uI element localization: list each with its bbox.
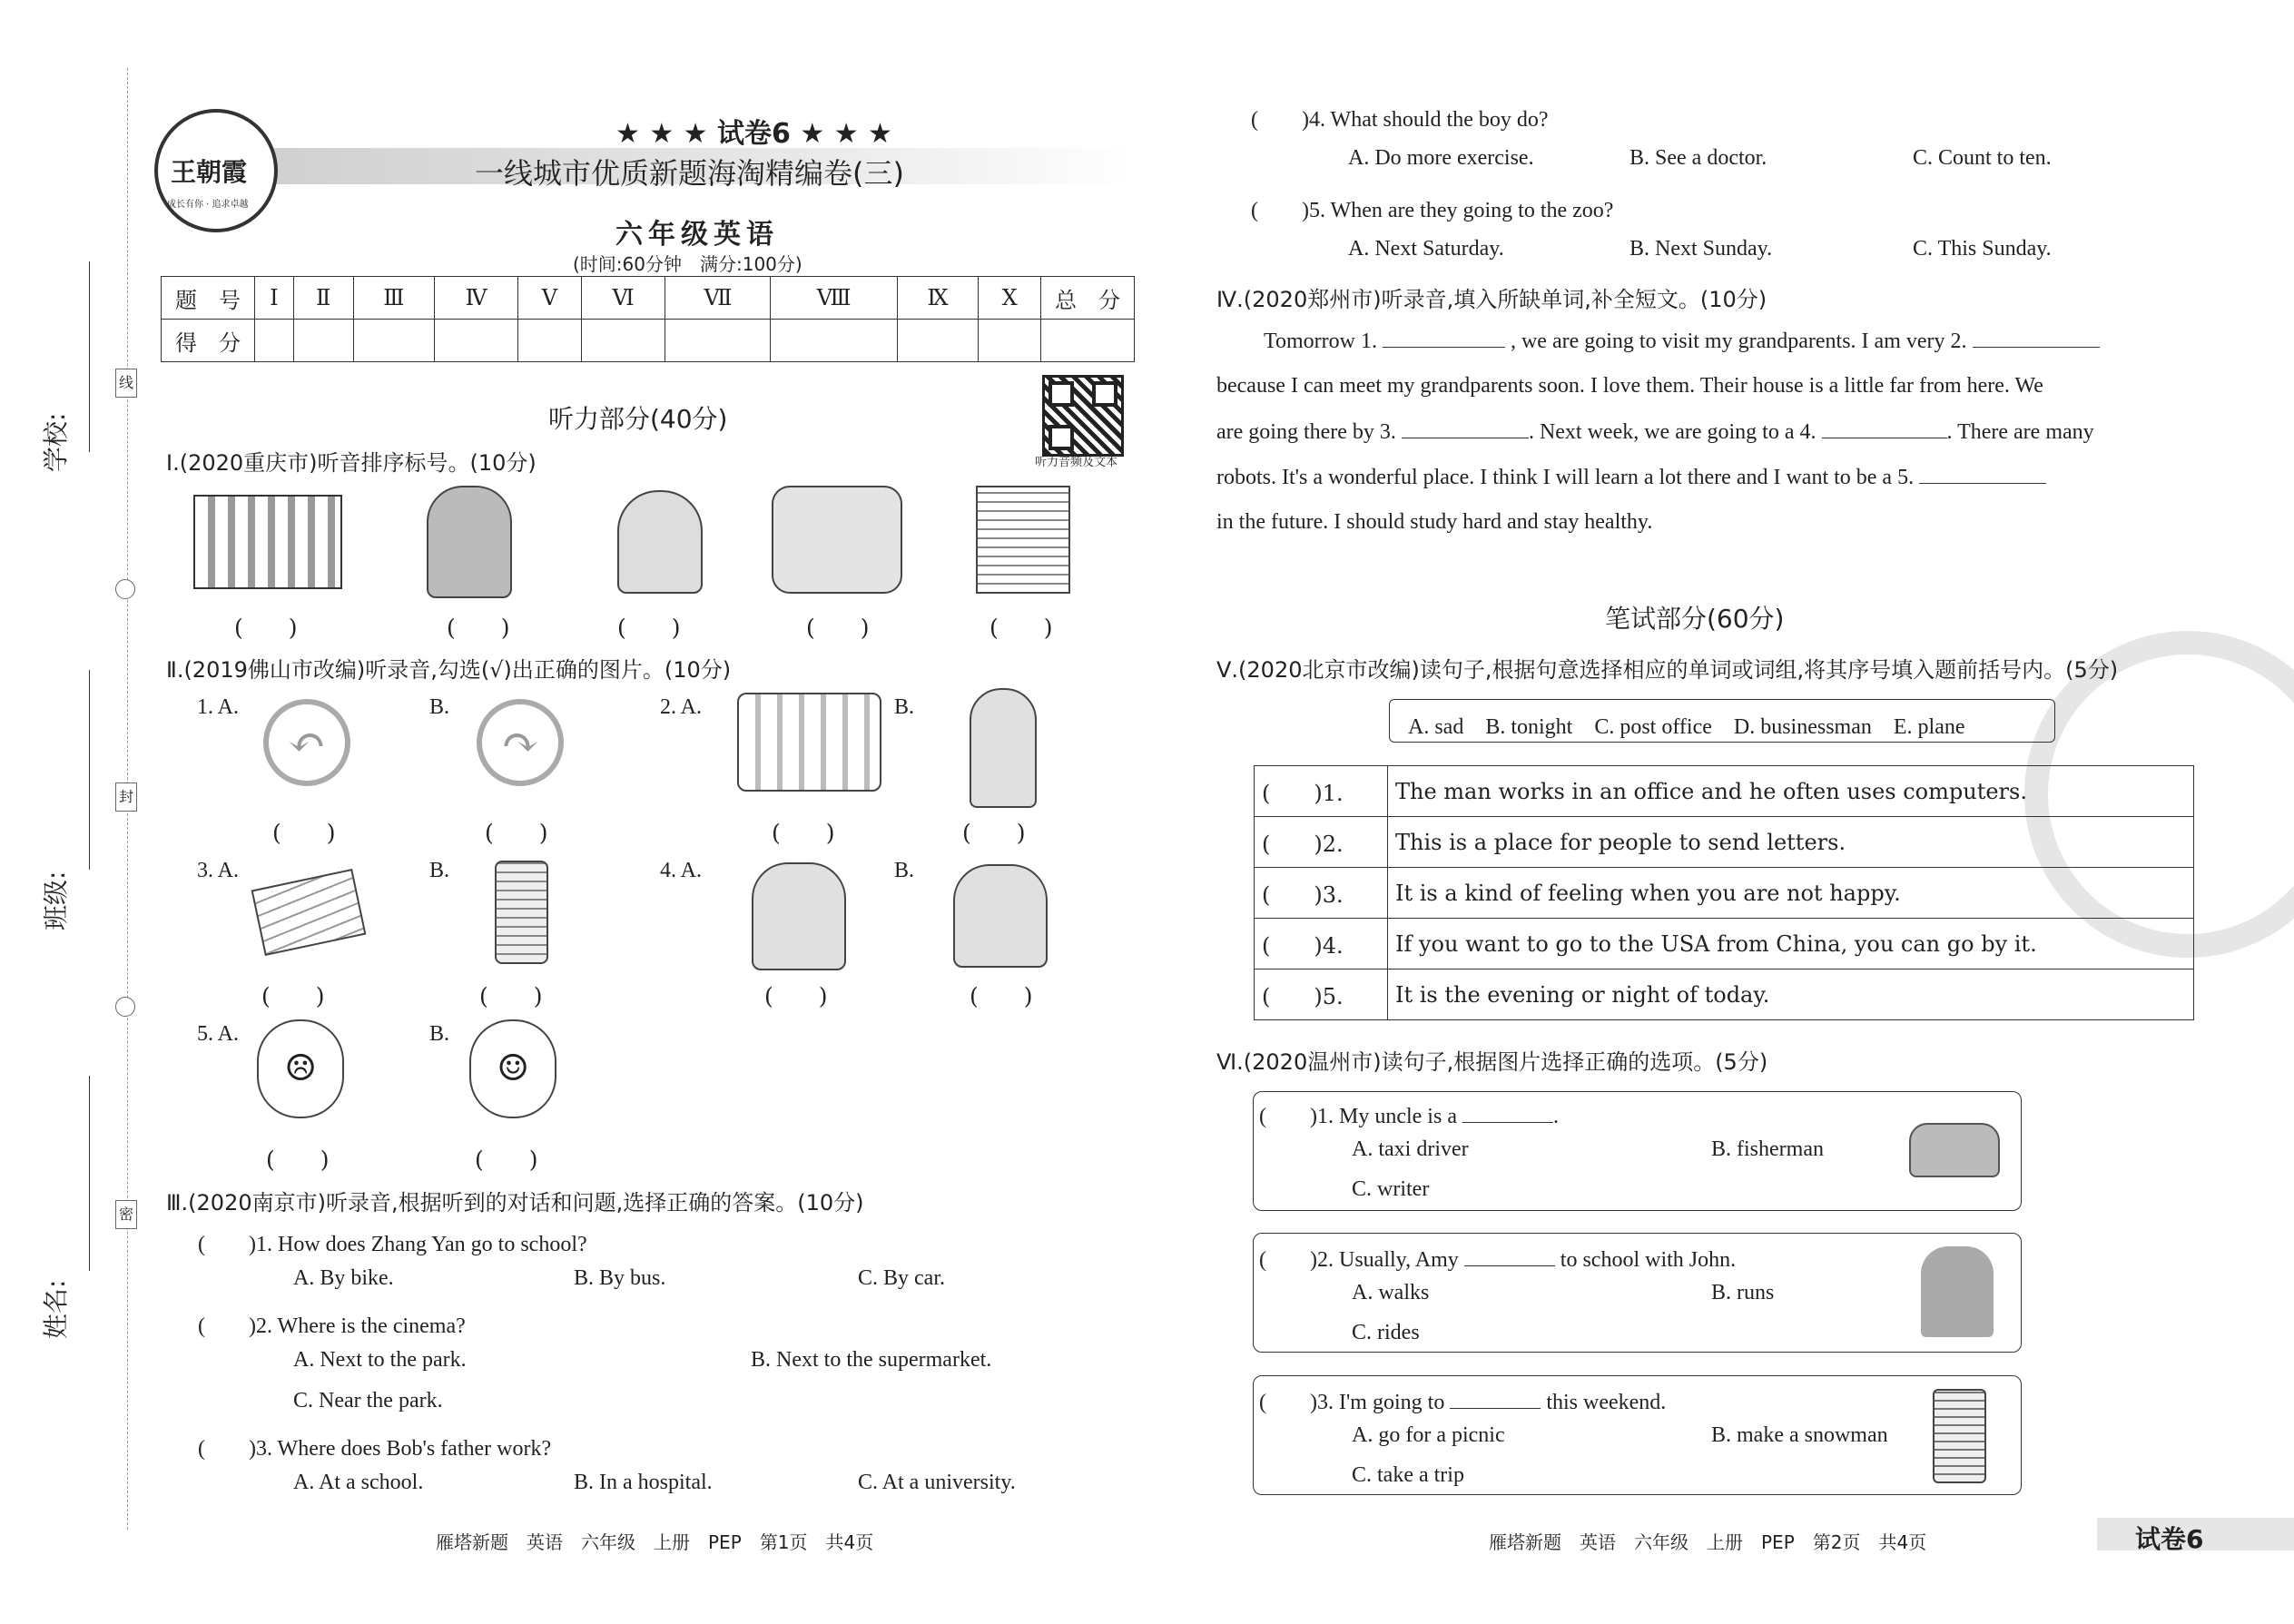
suitcase-picture [1933,1389,1986,1483]
answer-paren[interactable]: ( [1259,1391,1310,1414]
passage-line: are going there by 3. . Next week, we are going to a 4. . There are many [1216,420,2094,444]
blank[interactable] [1464,1247,1555,1266]
score-total: 总 分 [1041,277,1135,320]
binding-hole-2 [115,997,135,1017]
turn-right-icon: ↷ [477,699,564,786]
answer-paren[interactable]: ( [1259,1248,1310,1272]
score-col: Ⅱ [293,277,353,320]
section-3-title: Ⅲ.(2020南京市)听录音,根据听到的对话和问题,选择正确的答案。(10分) [166,1190,864,1216]
answer-paren[interactable]: ( ) [806,615,870,641]
score-col: Ⅴ [518,277,582,320]
tickets-picture [251,869,367,956]
footer-tag: 试卷6 [2135,1524,2204,1554]
building-picture [193,495,342,589]
section-5-title: Ⅴ.(2020北京市改编)读句子,根据句意选择相应的单词或词组,将其序号填入题前括号内。(5分) [1216,657,2119,683]
qr-code[interactable] [1042,375,1124,457]
section-4-title: Ⅳ.(2020郑州市)听录音,填入所缺单词,补全短文。(10分) [1216,287,1767,312]
binding-seal-bot: 密 [115,1200,137,1229]
score-col: Ⅰ [255,277,294,320]
option-label: 4. A. [660,859,703,882]
answer-paren[interactable]: ( )5. [1255,969,1388,1020]
option-c: C. Count to ten. [1913,146,2052,170]
section-1-title: Ⅰ.(2020重庆市)听音排序标号。(10分) [166,450,537,476]
option-a: A. At a school. [293,1471,424,1494]
answer-paren[interactable]: ( ) [234,615,298,641]
option-a: A. Next to the park. [293,1348,467,1372]
score-cell[interactable] [771,320,897,362]
student-picture [617,490,703,594]
answer-paren[interactable]: ( ) [485,820,548,846]
word-bank: A. sad B. tonight C. post office D. businessman E. plane [1389,699,2055,743]
blank[interactable] [1450,1390,1541,1409]
walking-girl-picture [970,688,1037,808]
option-b: B. By bus. [574,1266,666,1290]
walking-kids-picture [1921,1246,1994,1337]
footer-right: 雁塔新题 英语 六年级 上册 PEP 第2页 共4页 [1489,1531,1927,1553]
question: ( )3. Where does Bob's father work? [198,1437,552,1461]
question-box-1 [1253,1091,2022,1211]
option-label: B. [894,859,915,882]
score-cell[interactable] [518,320,582,362]
blank-3[interactable] [1402,419,1529,438]
score-col: Ⅸ [897,277,978,320]
answer-paren[interactable]: ( ) [764,983,828,1009]
option-a: A. Next Saturday. [1348,237,1504,261]
score-cell[interactable] [255,320,294,362]
option-b: B. Next to the supermarket. [751,1348,992,1372]
answer-paren[interactable]: ( ) [261,983,325,1009]
score-cell[interactable] [293,320,353,362]
option-c: C. Near the park. [293,1389,443,1412]
answer-paren[interactable]: ( ) [962,820,1026,846]
school-line [89,261,90,452]
blank-5[interactable] [1919,465,2046,484]
option-label: B. [429,1022,450,1046]
option-b: B. In a hospital. [574,1471,713,1494]
section-2-title: Ⅱ.(2019佛山市改编)听录音,勾选(√)出正确的图片。(10分) [166,657,732,683]
question: ( )4. What should the boy do? [1251,108,1549,132]
bus-picture [737,693,881,792]
taxi-picture [1909,1123,2000,1177]
taichi-picture [752,862,846,970]
name-line [89,1076,90,1271]
paper-title: 一线城市优质新题海淘精编卷(三) [475,156,904,191]
score-col: Ⅶ [665,277,771,320]
answer-paren[interactable]: ( )1. [1255,766,1388,817]
answer-paren[interactable]: ( [198,1314,249,1338]
paper-label: ★ ★ ★ 试卷6 ★ ★ ★ [615,118,892,150]
class-label: 班级: [41,871,71,930]
option-b: B. See a doctor. [1629,146,1767,170]
answer-paren[interactable]: ( )4. [1255,919,1388,969]
option-c: C. By car. [858,1266,945,1290]
option-b: B. Next Sunday. [1629,237,1773,261]
question: ( )2. Usually, Amy to school with John. [1259,1248,1737,1272]
option-a: A. Do more exercise. [1348,146,1534,170]
answer-paren[interactable]: ( ) [479,983,543,1009]
option-c: C. take a trip [1352,1463,1464,1487]
passage-line: Tomorrow 1. , we are going to visit my grandparents. I am very 2. [1264,329,2100,354]
answer-paren[interactable]: ( [1259,1105,1310,1128]
binding-seal-mid: 封 [115,782,137,812]
answer-paren[interactable]: ( ) [989,615,1053,641]
police-picture [427,486,512,598]
binding-hole-1 [115,579,135,599]
score-col: Ⅹ [979,277,1041,320]
score-cell[interactable] [1041,320,1135,362]
blank-1[interactable] [1383,329,1505,348]
score-cell[interactable] [897,320,978,362]
footer-left: 雁塔新题 英语 六年级 上册 PEP 第1页 共4页 [436,1531,874,1553]
answer-paren[interactable]: ( )3. [1255,868,1388,919]
question-box-2 [1253,1233,2022,1353]
matching-table [1254,765,2194,1020]
answer-paren[interactable]: ( ) [617,615,681,641]
option-c: C. rides [1352,1321,1420,1344]
turn-left-icon: ↶ [263,699,350,786]
option-c: C. This Sunday. [1913,237,2052,261]
option-b: B. make a snowman [1711,1423,1888,1447]
answer-paren[interactable]: ( [1251,108,1302,132]
option-label: B. [894,695,915,719]
score-cell[interactable] [979,320,1041,362]
option-a: A. By bike. [293,1266,394,1290]
score-col: Ⅲ [353,277,434,320]
question: ( )5. When are they going to the zoo? [1251,199,1614,222]
answer-paren[interactable]: ( )2. [1255,817,1388,868]
reading-girl-picture [953,864,1048,968]
binding-seal-top: 线 [115,369,137,398]
writing-title: 笔试部分(60分) [1605,604,1785,634]
class-line [89,670,90,870]
answer-paren[interactable]: ( [198,1437,249,1461]
question-box-3 [1253,1375,2022,1495]
suitcase-picture [495,861,548,964]
sad-face-picture: ☹ [257,1019,344,1118]
option-label: 3. A. [197,859,240,882]
passage-line: robots. It's a wonderful place. I think I will learn a lot there and I want to be a 5. [1216,465,2046,490]
answer-paren[interactable]: ( ) [475,1147,538,1173]
brand-logo: 王朝霞 成长有你 · 追求卓越 [154,109,278,232]
option-b: B. fisherman [1711,1137,1824,1161]
qr-caption: 听力音频及文本 [1035,456,1118,469]
question: ( )3. I'm going to this weekend. [1259,1391,1667,1414]
answer-paren[interactable]: ( ) [772,820,835,846]
happy-face-picture: ☺ [469,1019,556,1118]
option-label: B. [429,695,450,719]
score-col: Ⅵ [581,277,665,320]
question: ( )1. How does Zhang Yan go to school? [198,1233,587,1256]
question: ( )1. My uncle is a . [1259,1105,1559,1128]
answer-paren[interactable]: ( [198,1233,249,1256]
option-a: A. go for a picnic [1352,1423,1505,1447]
blank-4[interactable] [1822,419,1947,438]
score-table [161,276,1135,362]
section-6-title: Ⅵ.(2020温州市)读句子,根据图片选择正确的选项。(5分) [1216,1049,1768,1075]
option-b: B. runs [1711,1281,1775,1304]
answer-paren[interactable]: ( ) [266,1147,330,1173]
score-cell[interactable] [665,320,771,362]
answer-paren[interactable]: ( ) [447,615,510,641]
blank-2[interactable] [1973,329,2100,348]
matching-sentence: It is the evening or night of today. [1388,969,2194,1020]
listening-title: 听力部分(40分) [548,404,728,434]
cart-picture [976,486,1070,594]
mother-girl-picture [772,486,902,594]
score-cell[interactable] [353,320,434,362]
option-label: 1. A. [197,695,240,719]
option-c: C. writer [1352,1177,1430,1201]
passage-line: because I can meet my grandparents soon. I love them. Their house is a little far from here. We [1216,374,2043,398]
score-col: Ⅷ [771,277,897,320]
score-cell[interactable] [581,320,665,362]
score-row-label: 得 分 [162,320,255,362]
matching-sentence: It is a kind of feeling when you are not happy. [1388,868,2194,919]
answer-paren[interactable]: ( ) [970,983,1033,1009]
score-col: Ⅳ [434,277,517,320]
option-a: A. walks [1352,1281,1430,1304]
option-label: 5. A. [197,1022,240,1046]
score-head: 题 号 [162,277,255,320]
time-score: (时间:60分钟 满分:100分) [573,253,802,275]
school-label: 学校: [41,412,71,472]
answer-paren[interactable]: ( ) [272,820,336,846]
matching-sentence: The man works in an office and he often uses computers. [1388,766,2194,817]
option-label: B. [429,859,450,882]
blank[interactable] [1462,1104,1553,1123]
matching-sentence: If you want to go to the USA from China, you can go by it. [1388,919,2194,969]
option-label: 2. A. [660,695,703,719]
question: ( )2. Where is the cinema? [198,1314,466,1338]
score-cell[interactable] [434,320,517,362]
subject-title: 六年级英语 [615,219,779,251]
answer-paren[interactable]: ( [1251,199,1302,222]
option-c: C. At a university. [858,1471,1016,1494]
passage-line: in the future. I should study hard and stay healthy. [1216,510,1653,534]
name-label: 姓名: [41,1279,71,1339]
matching-sentence: This is a place for people to send letters. [1388,817,2194,868]
option-a: A. taxi driver [1352,1137,1469,1161]
